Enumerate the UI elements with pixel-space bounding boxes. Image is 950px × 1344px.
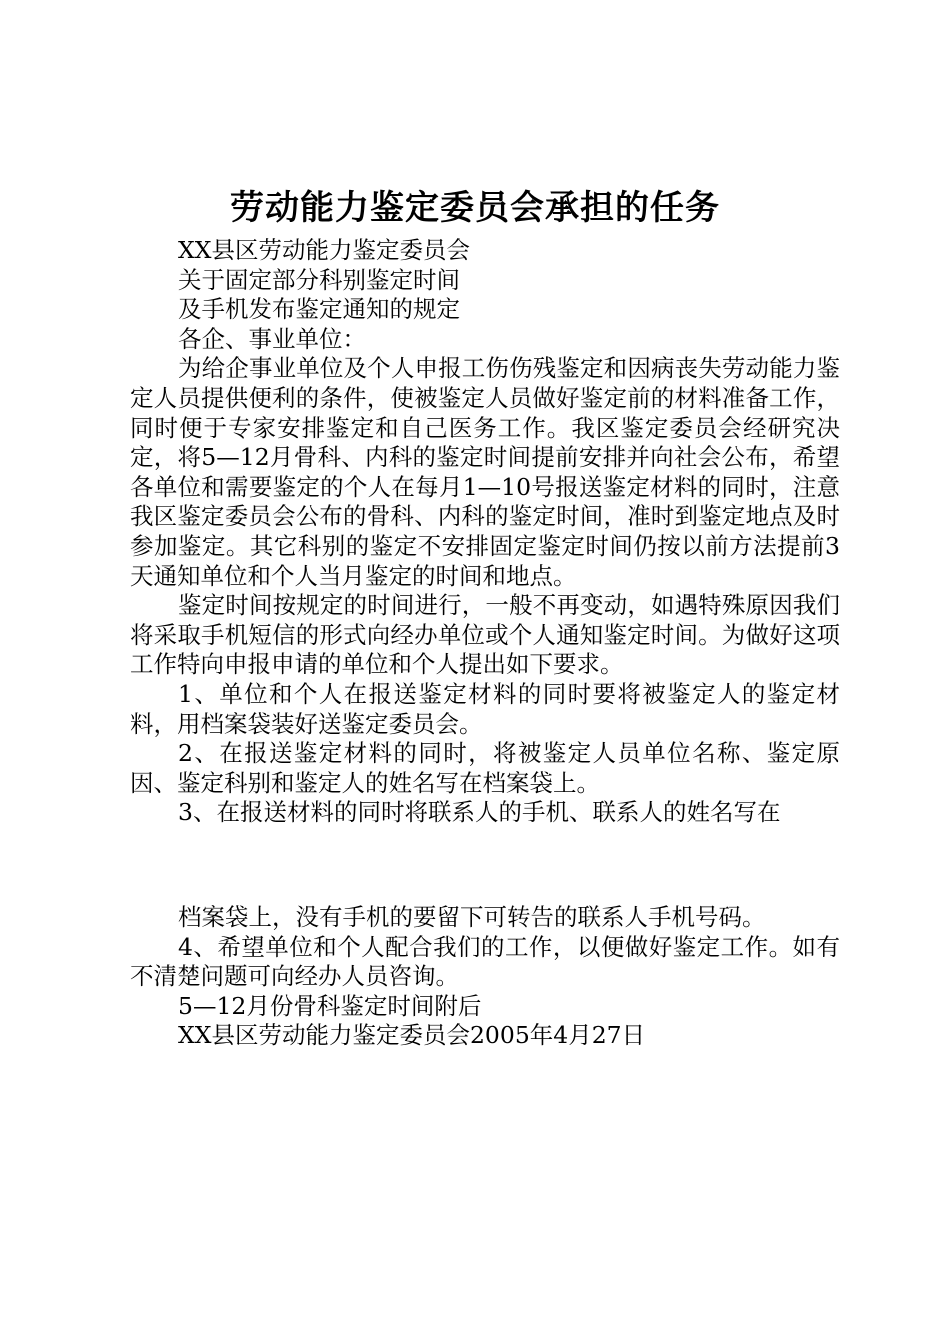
document-body-top — [130, 236, 840, 828]
paragraph-schedule: 鉴定时间按规定的时间进行，一般不再变动，如遇特殊原因我们将采取手机短信的形式向经办单位或个人通知鉴定时间。为做好这项工作特向申报申请的单位和个人提出如下要求。 — [130, 591, 840, 679]
requirement-3-continuation: 档案袋上，没有手机的要留下可转告的联系人手机号码。 — [178, 903, 766, 931]
requirement-1: 1、单位和个人在报送鉴定材料的同时要将被鉴定人的鉴定材料，用档案袋装好送鉴定委员会。 — [130, 679, 840, 738]
paragraph-intro: 为给企事业单位及个人申报工伤伤残鉴定和因病丧失劳动能力鉴定人员提供便利的条件，使被鉴定人员做好鉴定前的材料准备工作，同时便于专家安排鉴定和自己医务工作。我区鉴定委员会经研究决定，将5—12月骨科、内科的鉴定时间提前安排并向社会公布，希望各单位和需要鉴定的个人在每月1—10号报送鉴定材料的同时，注意我区鉴定委员会公布的骨科、内科的鉴定时间，准时到鉴定地点及时参加鉴定。其它科别的鉴定不安排固定鉴定时间仍按以前方法提前3天通知单位和个人当月鉴定的时间和地点。 — [130, 354, 840, 590]
subject-line-2: 及手机发布鉴定通知的规定 — [178, 295, 460, 324]
requirement-4: 4、希望单位和个人配合我们的工作，以便做好鉴定工作。如有不清楚问题可向经办人员咨询。 — [130, 932, 840, 991]
signature-line: XX县区劳动能力鉴定委员会2005年4月27日 — [178, 1021, 646, 1050]
requirement-3: 3、在报送材料的同时将联系人的手机、联系人的姓名写在 — [178, 798, 781, 827]
document-title: 劳动能力鉴定委员会承担的任务 — [230, 188, 720, 228]
requirement-2: 2、在报送鉴定材料的同时，将被鉴定人员单位名称、鉴定原因、鉴定科别和鉴定人的姓名写在档案袋上。 — [130, 739, 840, 797]
document-body-bottom — [130, 903, 840, 1051]
attachment-note: 5—12月份骨科鉴定时间附后 — [178, 991, 482, 1020]
issuer-line: XX县区劳动能力鉴定委员会 — [178, 236, 470, 264]
salutation: 各企、事业单位： — [178, 324, 366, 353]
subject-line-1: 关于固定部分科别鉴定时间 — [178, 265, 460, 294]
